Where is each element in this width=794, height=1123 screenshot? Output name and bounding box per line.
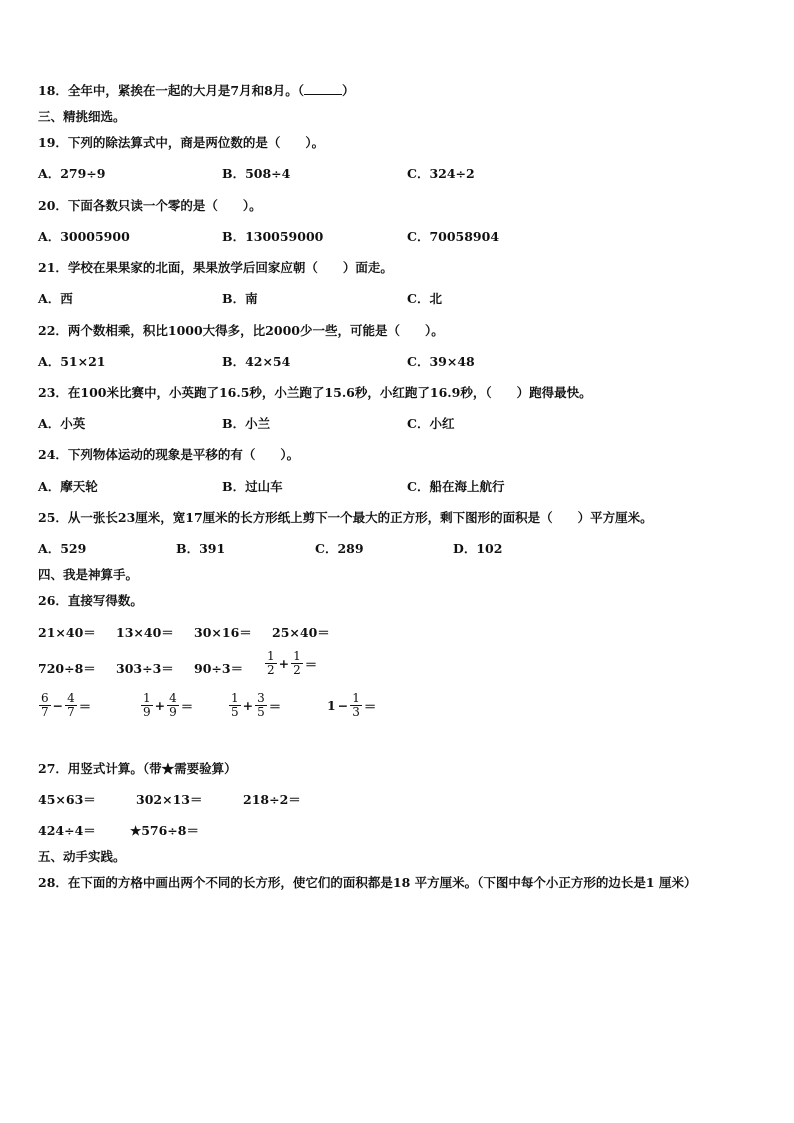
q19-option-b[interactable]: B．508÷4 <box>222 166 291 181</box>
q26-fraction-sum-4: $\frac{1}{5}$ + $\frac{3}{5}$ ＝ <box>231 691 282 719</box>
q26-calc-7: 90÷3＝ <box>194 661 244 676</box>
fraction: $\frac{1}{2}$ <box>293 649 301 677</box>
q24-option-a[interactable]: A．摩天轮 <box>38 479 98 494</box>
q26-fraction-sum-3: $\frac{1}{9}$ + $\frac{4}{9}$ ＝ <box>143 691 194 719</box>
q24-option-b[interactable]: B．过山车 <box>222 479 283 494</box>
fraction: $\frac{6}{7}$ <box>41 691 49 719</box>
q20-option-b[interactable]: B．130059000 <box>222 229 324 244</box>
q18-answer-blank[interactable] <box>304 82 342 95</box>
fraction: $\frac{4}{7}$ <box>67 691 75 719</box>
fraction: $\frac{1}{2}$ <box>267 649 275 677</box>
q24-stem: 24．下列物体运动的现象是平移的有（ ）。 <box>38 447 300 462</box>
q23-option-b[interactable]: B．小兰 <box>222 416 271 431</box>
q27-calc-2: 302×13＝ <box>136 792 203 807</box>
q20-option-c[interactable]: C．70058904 <box>407 229 500 244</box>
q24-option-c[interactable]: C．船在海上航行 <box>407 479 505 494</box>
q26-calc-4: 25×40＝ <box>272 625 330 640</box>
q21-stem: 21．学校在果果家的北面，果果放学后回家应朝（ ）面走。 <box>38 260 393 275</box>
fraction: $\frac{4}{9}$ <box>169 691 177 719</box>
q26-fraction-sum-1: $\frac{1}{2}$ + $\frac{1}{2}$ ＝ <box>267 649 318 677</box>
section-4-title: 四、我是神算手。 <box>38 567 139 582</box>
q20-stem: 20．下面各数只读一个零的是（ ）。 <box>38 198 262 213</box>
q27-stem: 27．用竖式计算。（带★需要验算） <box>38 761 237 776</box>
fraction: $\frac{3}{5}$ <box>257 691 265 719</box>
q18-line <box>38 82 355 100</box>
q25-option-d[interactable]: D．102 <box>453 541 503 556</box>
fraction: $\frac{1}{5}$ <box>231 691 239 719</box>
q26-calc-3: 30×16＝ <box>194 625 252 640</box>
q22-option-b[interactable]: B．42×54 <box>222 354 291 369</box>
q26-fraction-diff-5: 1 − $\frac{1}{3}$ ＝ <box>327 691 377 719</box>
q19-option-a[interactable]: A．279÷9 <box>38 166 106 181</box>
q26-calc-2: 13×40＝ <box>116 625 174 640</box>
q18-tail: ） <box>342 83 355 98</box>
q25-option-b[interactable]: B．391 <box>176 541 226 556</box>
q19-stem: 19．下列的除法算式中，商是两位数的是（ ）。 <box>38 135 325 150</box>
q23-option-c[interactable]: C．小红 <box>407 416 455 431</box>
q26-calc-1: 21×40＝ <box>38 625 96 640</box>
q25-option-c[interactable]: C．289 <box>315 541 364 556</box>
q22-option-c[interactable]: C．39×48 <box>407 354 475 369</box>
q27-calc-5: ★576÷8＝ <box>130 823 199 838</box>
q27-calc-4: 424÷4＝ <box>38 823 96 838</box>
q26-calc-5: 720÷8＝ <box>38 661 96 676</box>
section-3-title: 三、精挑细选。 <box>38 109 126 124</box>
section-5-title: 五、动手实践。 <box>38 849 126 864</box>
q22-stem: 22．两个数相乘，积比1000大得多，比2000少一些，可能是（ ）。 <box>38 323 444 338</box>
q23-option-a[interactable]: A．小英 <box>38 416 86 431</box>
q27-calc-3: 218÷2＝ <box>243 792 301 807</box>
q25-option-a[interactable]: A．529 <box>38 541 87 556</box>
q21-option-a[interactable]: A．西 <box>38 291 73 306</box>
fraction: $\frac{1}{9}$ <box>143 691 151 719</box>
q22-option-a[interactable]: A．51×21 <box>38 354 106 369</box>
q28-stem: 28．在下面的方格中画出两个不同的长方形，使它们的面积都是18 平方厘米。（下图中每个小正方形的边长是1 厘米） <box>38 875 697 890</box>
q20-option-a[interactable]: A．30005900 <box>38 229 130 244</box>
q26-fraction-diff-2: $\frac{6}{7}$ − $\frac{4}{7}$ ＝ <box>41 691 92 719</box>
q27-calc-1: 45×63＝ <box>38 792 96 807</box>
q26-stem: 26．直接写得数。 <box>38 593 143 608</box>
fraction: $\frac{1}{3}$ <box>352 691 360 719</box>
q18-text: 18．全年中，紧挨在一起的大月是7月和8月。（ <box>38 83 305 98</box>
q26-calc-6: 303÷3＝ <box>116 661 174 676</box>
q25-stem: 25．从一张长23厘米，宽17厘米的长方形纸上剪下一个最大的正方形，剩下图形的面积是（ ）平方厘米。 <box>38 510 653 525</box>
q21-option-b[interactable]: B．南 <box>222 291 258 306</box>
q21-option-c[interactable]: C．北 <box>407 291 442 306</box>
q19-option-c[interactable]: C．324÷2 <box>407 166 475 181</box>
q23-stem: 23．在100米比赛中，小英跑了16.5秒，小兰跑了15.6秒，小红跑了16.9秒，（ ）跑得最快。 <box>38 385 592 400</box>
